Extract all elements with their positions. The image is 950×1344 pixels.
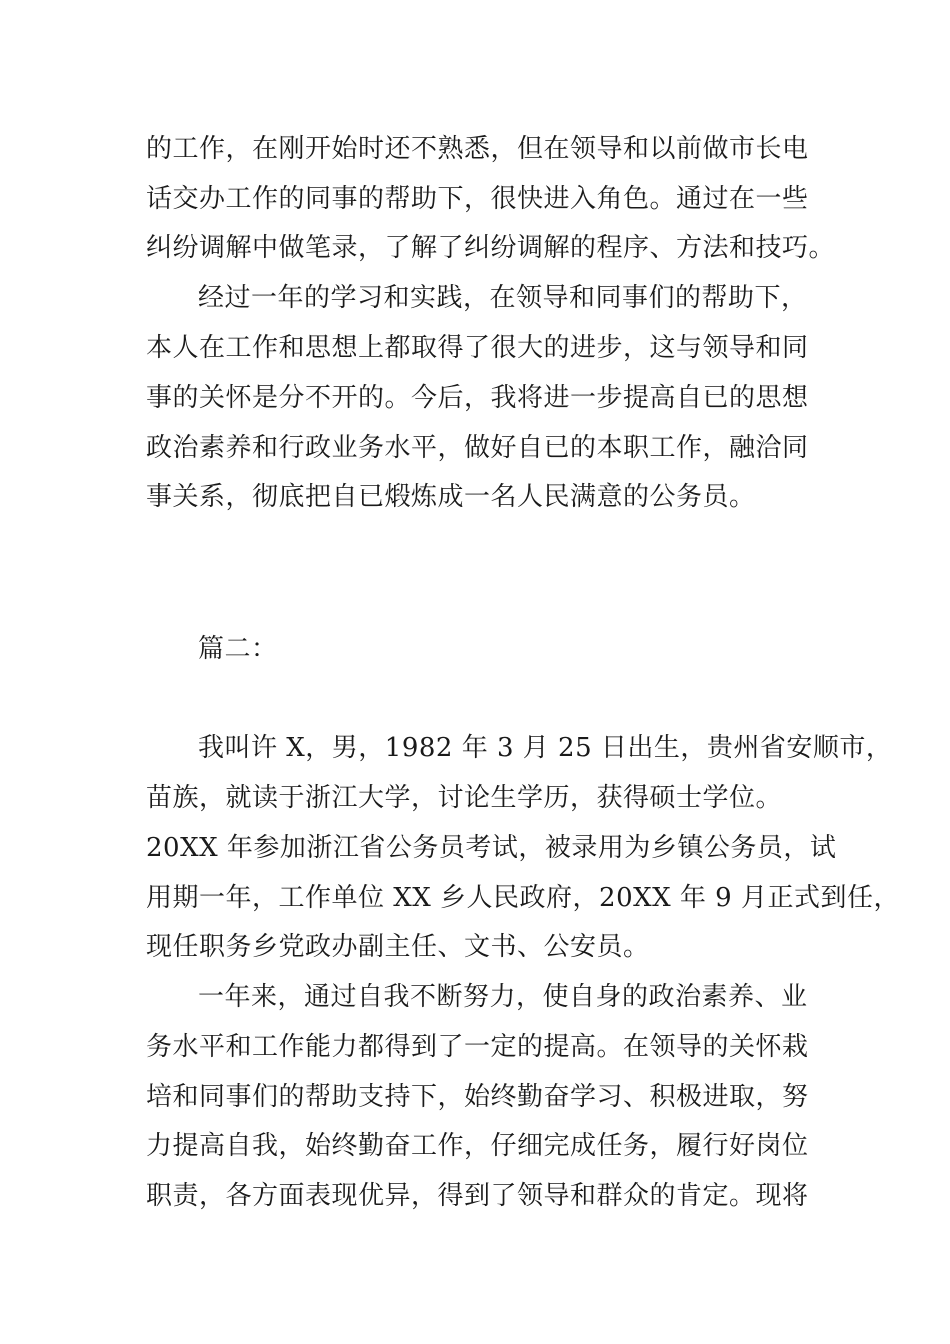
text-line: 政治素养和行政业务水平，做好自已的本职工作，融洽同 (146, 433, 809, 463)
text-line: 20XX 年参加浙江省公务员考试，被录用为乡镇公务员，试 (146, 833, 837, 863)
text-line: 事关系，彻底把自已煅炼成一名人民满意的公务员。 (146, 482, 756, 512)
text-line: 职责，各方面表现优异，得到了领导和群众的肯定。现将 (146, 1181, 809, 1211)
text-line: 务水平和工作能力都得到了一定的提高。在领导的关怀栽 (146, 1032, 809, 1062)
text-line: 一年来，通过自我不断努力，使自身的政治素养、业 (198, 982, 808, 1012)
text-line: 纠纷调解中做笔录，了解了纠纷调解的程序、方法和技巧。 (146, 233, 836, 263)
text-line: 本人在工作和思想上都取得了很大的进步，这与领导和同 (146, 333, 809, 363)
text-line: 现任职务乡党政办副主任、文书、公安员。 (146, 932, 650, 962)
text-line: 经过一年的学习和实践，在领导和同事们的帮助下， (198, 283, 808, 313)
text-line: 苗族，就读于浙江大学，讨论生学历，获得硕士学位。 (146, 783, 783, 813)
section-heading: 篇二： (198, 634, 278, 664)
text-line: 力提高自我，始终勤奋工作，仔细完成任务，履行好岗位 (146, 1131, 809, 1161)
text-line: 的工作，在刚开始时还不熟悉，但在领导和以前做市长电 (146, 134, 809, 164)
text-line: 事的关怀是分不开的。今后，我将进一步提高自已的思想 (146, 383, 809, 413)
text-line: 培和同事们的帮助支持下，始终勤奋学习、积极进取，努 (146, 1082, 809, 1112)
text-line: 我叫许 X，男，1982 年 3 月 25 日出生，贵州省安顺市， (198, 733, 893, 763)
text-line: 用期一年，工作单位 XX 乡人民政府，20XX 年 9 月正式到任， (146, 883, 900, 913)
text-line: 话交办工作的同事的帮助下，很快进入角色。通过在一些 (146, 184, 809, 214)
